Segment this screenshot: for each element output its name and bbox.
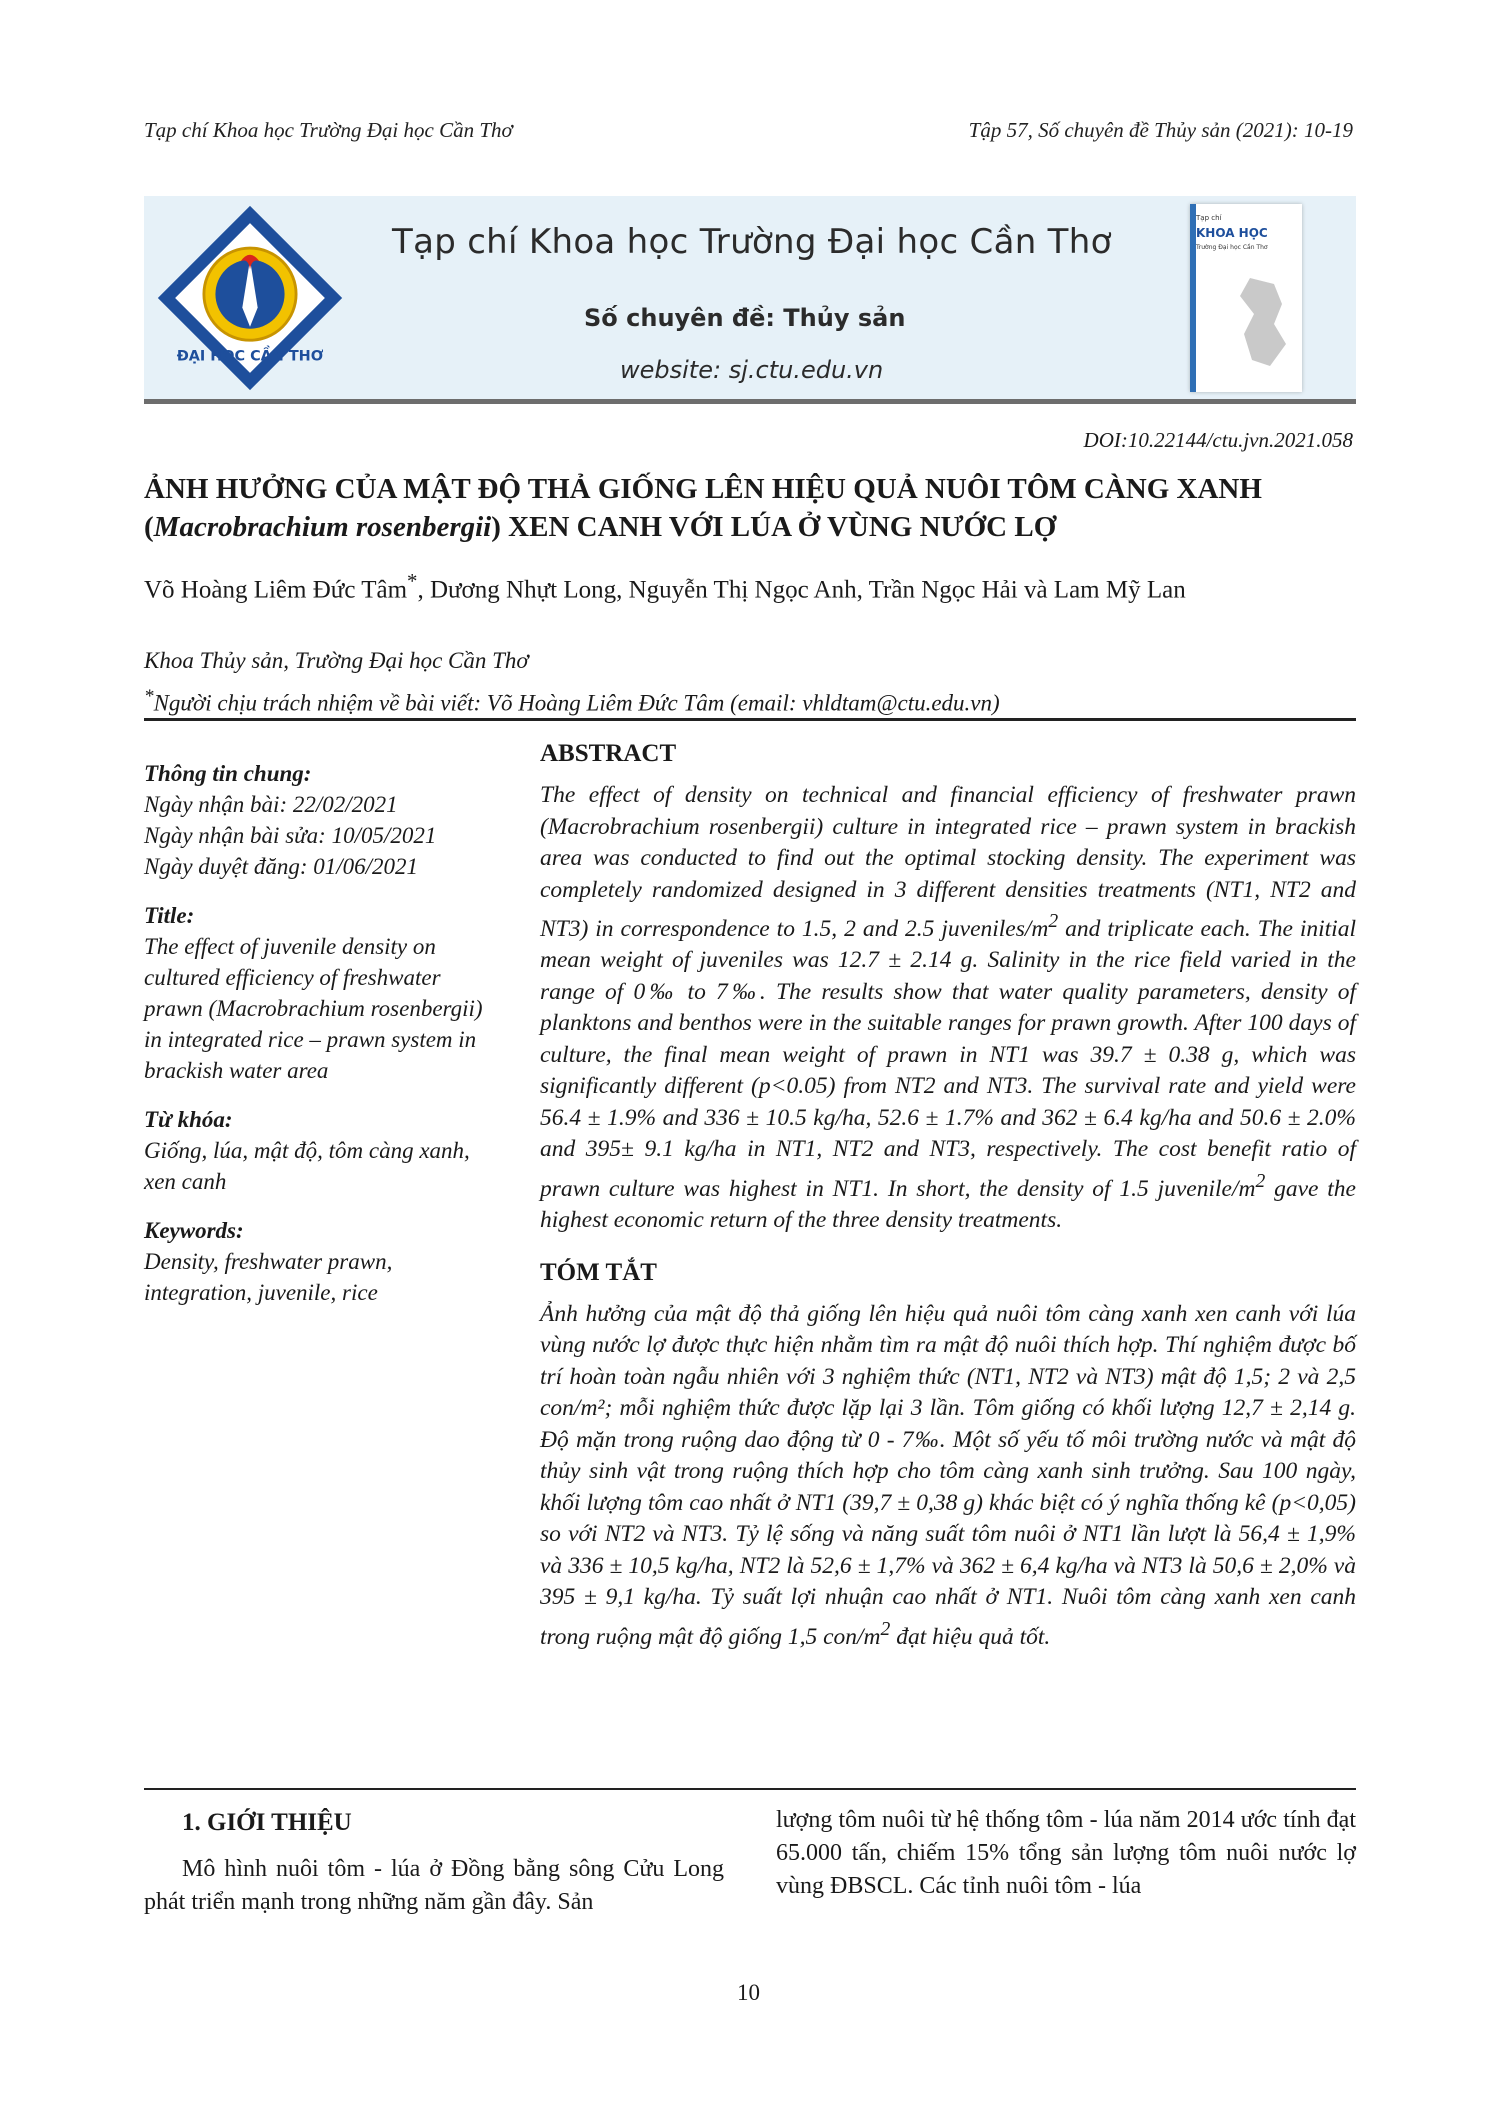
corr-mark: * xyxy=(144,686,154,707)
cover-subtitle: Trường Đại học Cần Thơ xyxy=(1196,244,1268,251)
running-header-journal: Tạp chí Khoa học Trường Đại học Cần Thơ xyxy=(144,118,513,142)
accepted-date: Ngày duyệt đăng: 01/06/2021 xyxy=(144,854,419,879)
first-author: Võ Hoàng Liêm Đức Tâm xyxy=(144,576,408,604)
keywords-list: Density, freshwater prawn, integration, juvenile, rice xyxy=(144,1249,393,1305)
abstract-part-2: and triplicate each. The initial mean weight of juveniles was 12.7 ± 2.14 g. Salinity in the rice field varied in the range of 0‰ to 7‰. The results show that water quality parameters, density of planktons and benthos were in the suitable ranges for prawn growth. After 100 days of culture, the final mean weight of prawn in NT1 was 39.7 ± 0.38 g, which was significantly different (p<0.05) from NT2 and NT3. The survival rate and yield were 56.4 ± 1.9% and 336 ± 10.5 kg/ha, 52.6 ± 1.7% and 362 ± 6.4 kg/ha and 50.6 ± 2.0% and 395± 9.1 kg/ha in NT1, NT2 and NT3, respectively. The cost benefit ratio of prawn culture was highest in NT1. In short, the density of 1.5 juvenile/m xyxy=(540,915,1356,1202)
correspondence-text: Người chịu trách nhiệm về bài viết: Võ Hoàng Liêm Đức Tâm (email: vhldtam@ctu.edu.vn) xyxy=(153,690,1000,716)
cover-title: KHOA HỌC xyxy=(1196,226,1268,240)
keywords-heading: Keywords: xyxy=(144,1218,244,1243)
abstract-part-1: The effect of density on technical and financial efficiency of freshwater prawn (Macrobrachium rosenbergii) culture in integrated rice – prawn system in brackish area was conducted to find out the optimal stocking density. The experiment was completely randomized designed in 3 different densities treatments (NT1, NT2 and NT3) in correspondence to 1.5, 2 and 2.5 juveniles/m xyxy=(540,782,1356,942)
received-date: Ngày nhận bài: 22/02/2021 xyxy=(144,792,398,817)
intro-right-paragraph: lượng tôm nuôi từ hệ thống tôm - lúa năm 2014 ước tính đạt 65.000 tấn, chiếm 15% tổng sản lượng tôm nuôi nước lợ vùng ĐBSCL. Các tỉnh nuôi tôm - lúa xyxy=(776,1807,1356,1899)
banner-subtitle: Số chuyên đề: Thủy sản xyxy=(584,304,906,332)
banner-title: Tạp chí Khoa học Trường Đại học Cần Thơ xyxy=(392,222,1112,262)
revised-date: Ngày nhận bài sửa: 10/05/2021 xyxy=(144,823,437,848)
university-logo-icon xyxy=(154,202,346,394)
abstract-sup-1: 2 xyxy=(1048,911,1059,932)
title-part-2: ) XEN CANH VỚI LÚA Ở VÙNG NƯỚC LỢ xyxy=(491,511,1057,543)
abstract-text xyxy=(540,780,1356,1237)
correspondence xyxy=(144,686,1000,717)
title-species: Macrobrachium rosenbergii xyxy=(153,511,492,543)
running-header-issue: Tập 57, Số chuyên đề Thủy sản (2021): 10-19 xyxy=(968,118,1353,142)
tomtat-text xyxy=(540,1299,1356,1653)
article-title xyxy=(144,470,1364,546)
intro-left-column xyxy=(144,1806,724,1919)
logo-text: ĐẠI HỌC CẦN THƠ xyxy=(176,348,324,365)
banner-website: website: sj.ctu.edu.vn xyxy=(620,356,884,384)
abstract-sup-2: 2 xyxy=(1255,1170,1266,1192)
intro-heading: 1. GIỚI THIỆU xyxy=(182,1809,352,1836)
info-heading: Thông tin chung: xyxy=(144,761,312,786)
section-rule xyxy=(144,1788,1356,1790)
tukhoa-heading: Từ khóa: xyxy=(144,1107,233,1132)
english-title: The effect of juvenile density on cultured efficiency of freshwater prawn (Macrobrachium rosenbergii) in integrated rice – prawn system in brackish water area xyxy=(144,934,483,1083)
abstract-column xyxy=(540,740,1356,1653)
tomtat-part-2: đạt hiệu quả tốt. xyxy=(890,1623,1051,1650)
title-part-1: ẢNH HƯỞNG CỦA MẬT ĐỘ THẢ GIỐNG LÊN HIỆU QUẢ NUÔI TÔM CÀNG XANH ( xyxy=(144,473,1262,543)
affiliation: Khoa Thủy sản, Trường Đại học Cần Thơ xyxy=(144,648,529,673)
intro-left-paragraph: Mô hình nuôi tôm - lúa ở Đồng bằng sông Cửu Long phát triển mạnh trong những năm gần đây. Sản xyxy=(144,1856,724,1915)
title-heading: Title: xyxy=(144,903,195,928)
doi: DOI:10.22144/ctu.jvn.2021.058 xyxy=(1083,428,1353,452)
tukhoa-list: Giống, lúa, mật độ, tôm càng xanh, xen canh xyxy=(144,1138,470,1194)
author-list xyxy=(144,564,1344,607)
abstract-heading: ABSTRACT xyxy=(540,740,677,767)
journal-banner xyxy=(144,196,1356,404)
tomtat-heading: TÓM TẮT xyxy=(540,1258,657,1286)
other-authors: , Dương Nhựt Long, Nguyễn Thị Ngọc Anh, Trần Ngọc Hải và Lam Mỹ Lan xyxy=(417,576,1186,604)
cover-small-label: Tạp chí xyxy=(1196,214,1222,222)
journal-cover-thumbnail xyxy=(1190,204,1302,392)
corresponding-mark: * xyxy=(407,569,418,593)
tomtat-part-1: Ảnh hưởng của mật độ thả giống lên hiệu quả nuôi tôm càng xanh xen canh với lúa vùng nước lợ được thực hiện nhằm tìm ra mật độ nuôi thích hợp. Thí nghiệm được bố trí hoàn toàn ngẫu nhiên với 3 nghiệm thức (NT1, NT2 và NT3) mật độ 1,5; 2 và 2,5 con/m²; mỗi nghiệm thức được lặp lại 3 lần. Tôm giống có khối lượng 12,7 ± 2,14 g. Độ mặn trong ruộng dao động từ 0 - 7‰. Một số yếu tố môi trường nước và mật độ thủy sinh vật trong ruộng thích hợp cho tôm càng xanh sinh trưởng. Sau 100 ngày, khối lượng tôm cao nhất ở NT1 (39,7 ± 0,38 g) khác biệt có ý nghĩa thống kê (p<0,05) so với NT2 và NT3. Tỷ lệ sống và năng suất tôm nuôi ở NT1 lần lượt là 56,4 ± 1,9% và 336 ± 10,5 kg/ha, NT2 là 52,6 ± 1,7% và 362 ± 6,4 kg/ha và NT3 là 50,6 ± 2,0% và 395 ± 9,1 kg/ha. Tỷ suất lợi nhuận cao nhất ở NT1. Nuôi tôm càng xanh xen canh trong ruộng mật độ giống 1,5 con/m xyxy=(540,1300,1356,1650)
header-rule xyxy=(144,718,1356,721)
tomtat-sup: 2 xyxy=(880,1618,891,1640)
cover-map-icon xyxy=(1230,274,1294,370)
article-info-sidebar xyxy=(144,758,504,1326)
page-number: 10 xyxy=(737,1980,760,2005)
abstract-part-3: gave the highest economic return of the three density treatments. xyxy=(540,1175,1356,1234)
